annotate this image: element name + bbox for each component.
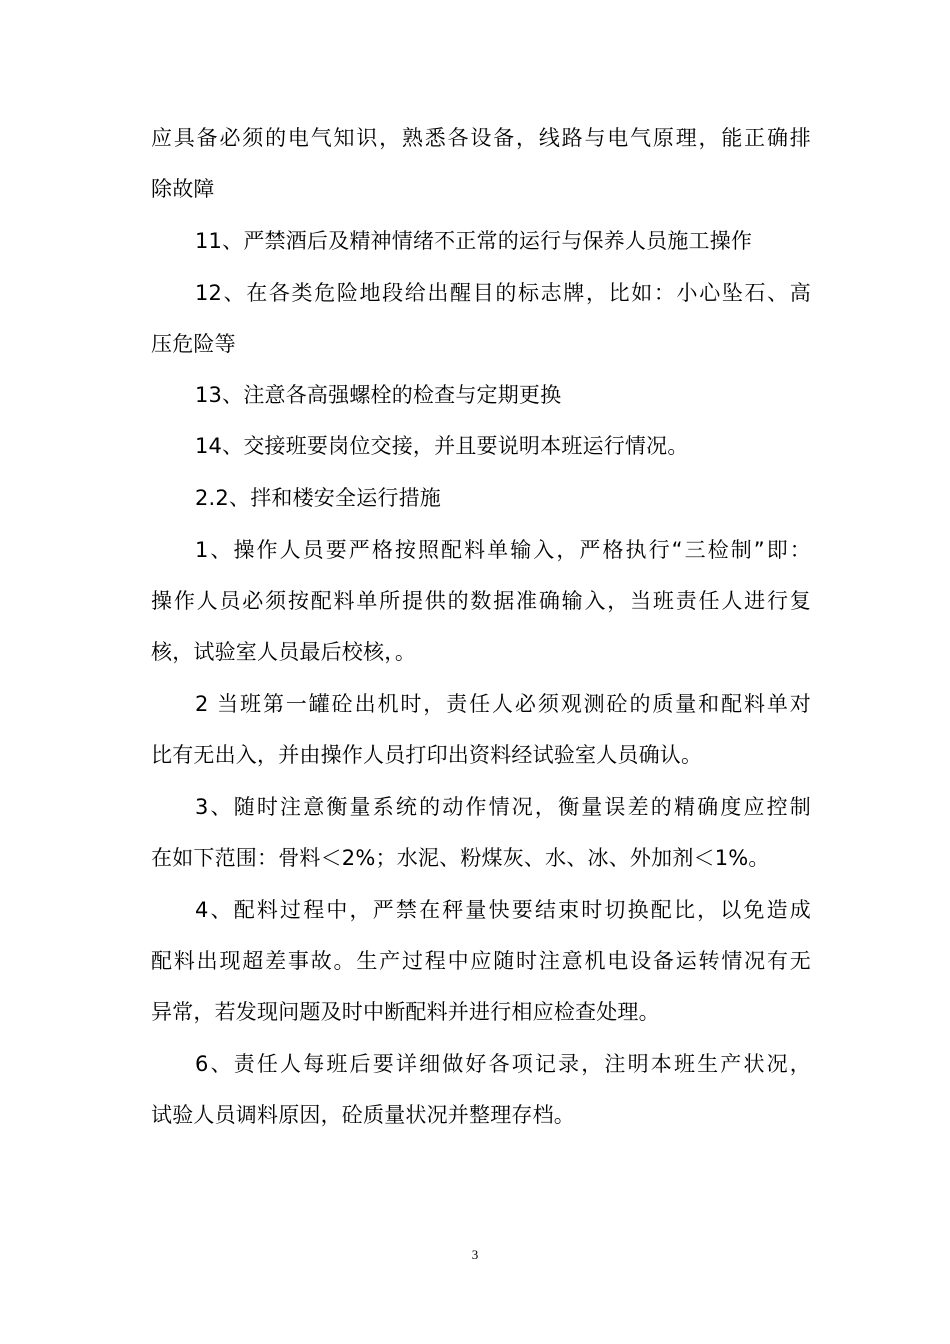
- paragraph-line: 压危险等: [151, 332, 236, 356]
- section-heading: 2.2、拌和楼安全运行措施: [195, 486, 441, 510]
- paragraph-line: 14、交接班要岗位交接，并且要说明本班运行情况。: [195, 434, 689, 458]
- paragraph-line: 6、责任人每班后要详细做好各项记录，注明本班生产状况，: [195, 1052, 811, 1076]
- paragraph-line: 异常，若发现问题及时中断配料并进行相应检查处理。: [151, 1000, 660, 1024]
- paragraph-line: 配料出现超差事故。生产过程中应随时注意机电设备运转情况有无: [151, 949, 811, 973]
- paragraph-line: 比有无出入，并由操作人员打印出资料经试验室人员确认。: [151, 743, 703, 767]
- paragraph-line: 在如下范围：骨料＜2%；水泥、粉煤灰、水、冰、外加剂＜1%。: [151, 846, 770, 870]
- paragraph-line: 1、操作人员要严格按照配料单输入，严格执行“三检制”即：: [195, 538, 811, 562]
- paragraph-line: 操作人员必须按配料单所提供的数据准确输入，当班责任人进行复: [151, 589, 811, 613]
- paragraph-line: 3、随时注意衡量系统的动作情况，衡量误差的精确度应控制: [195, 795, 811, 819]
- paragraph-line: 试验人员调料原因，砼质量状况并整理存档。: [151, 1103, 575, 1127]
- page-number: 3: [471, 1247, 479, 1262]
- paragraph-line: 除故障: [151, 177, 215, 201]
- paragraph-line: 2 当班第一罐砼出机时，责任人必须观测砼的质量和配料单对: [195, 692, 811, 716]
- paragraph-line: 核，试验室人员最后校核，。: [151, 640, 417, 664]
- paragraph-line: 应具备必须的电气知识，熟悉各设备，线路与电气原理，能正确排: [151, 126, 811, 150]
- paragraph-line: 11、严禁酒后及精神情绪不正常的运行与保养人员施工操作: [195, 229, 753, 253]
- paragraph-line: 13、注意各高强螺栓的检查与定期更换: [195, 383, 562, 407]
- paragraph-line: 12、在各类危险地段给出醒目的标志牌，比如：小心坠石、高: [195, 281, 811, 305]
- paragraph-line: 4、配料过程中，严禁在秤量快要结束时切换配比，以免造成: [195, 898, 811, 922]
